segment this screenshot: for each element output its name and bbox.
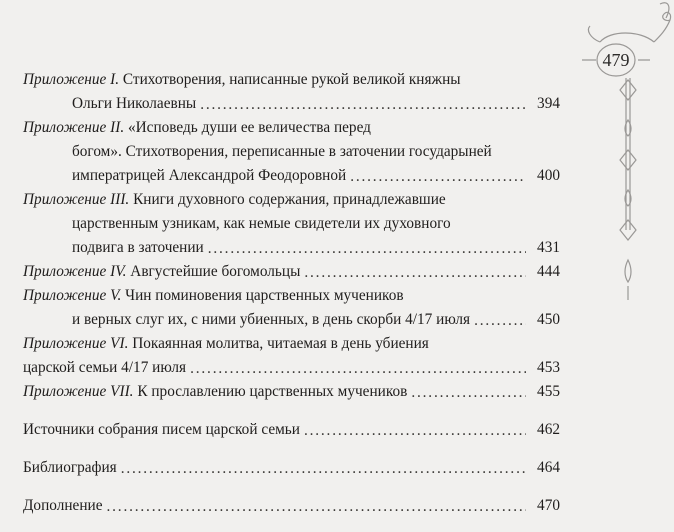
spacer	[23, 442, 560, 456]
toc-line	[23, 332, 560, 356]
entry-title: Августейшие богомольцы	[130, 263, 301, 280]
appendix-label: Приложение I.	[23, 71, 120, 88]
dot-leader	[304, 263, 526, 278]
page-number: 479	[602, 50, 630, 70]
dot-leader	[107, 497, 527, 512]
dot-leader	[121, 459, 526, 474]
toc-entry-addendum[interactable]	[23, 494, 560, 518]
entry-title: Книги духовного содержания, принадлежавшие	[133, 191, 446, 208]
page-ref: 470	[537, 497, 560, 514]
dot-leader	[200, 95, 526, 110]
toc-entry-appendix-6[interactable]	[23, 332, 560, 380]
appendix-label: Приложение VII.	[23, 383, 134, 400]
toc-line	[23, 188, 560, 212]
appendix-label: Приложение IV.	[23, 263, 127, 280]
spacer	[23, 480, 560, 494]
entry-title: К прославлению царственных мучеников	[137, 383, 408, 400]
toc-line	[23, 418, 560, 442]
page-ref: 400	[537, 167, 560, 184]
dot-leader	[411, 383, 526, 398]
toc-entry-bibliography[interactable]	[23, 456, 560, 480]
toc-line	[23, 380, 560, 404]
appendix-label: Приложение V.	[23, 287, 122, 304]
entry-title: царственным узникам, как немые свидетели их духовного	[72, 215, 451, 232]
spacer	[23, 404, 560, 418]
page-ref: 464	[537, 459, 560, 476]
page-ref: 453	[537, 359, 560, 376]
appendix-label: Приложение VI.	[23, 335, 129, 352]
dot-leader	[350, 167, 526, 182]
toc-line	[23, 284, 560, 308]
page-ref: 394	[537, 95, 560, 112]
toc-line	[23, 68, 560, 92]
toc-line	[23, 494, 560, 518]
page-ref: 444	[537, 263, 560, 280]
toc-line	[23, 92, 560, 116]
entry-title: Ольги Николаевны	[72, 95, 197, 112]
dot-leader	[190, 359, 526, 374]
toc-line	[23, 236, 560, 260]
page-ref: 450	[537, 311, 560, 328]
toc-line	[23, 164, 560, 188]
dot-leader	[474, 311, 526, 326]
entry-title: царской семьи 4/17 июля	[23, 359, 187, 376]
toc-line	[23, 140, 560, 164]
toc-entry-appendix-2[interactable]	[23, 116, 560, 188]
entry-title: императрицей Александрой Феодоровной	[72, 167, 347, 184]
toc-entry-appendix-4[interactable]	[23, 260, 560, 284]
toc-entry-appendix-7[interactable]	[23, 380, 560, 404]
dot-leader	[208, 239, 526, 254]
toc-line	[23, 116, 560, 140]
toc-line	[23, 356, 560, 380]
entry-title: «Исповедь души ее величества перед	[127, 119, 371, 136]
entry-title: Стихотворения, написанные рукой великой княжны	[122, 71, 461, 88]
appendix-label: Приложение II.	[23, 119, 125, 136]
toc-line	[23, 212, 560, 236]
entry-title: Источники собрания писем царской семьи	[23, 421, 300, 438]
entry-title: и верных слуг их, с ними убиенных, в день скорби 4/17 июля	[72, 311, 471, 328]
toc-line	[23, 260, 560, 284]
entry-title: Библиография	[23, 459, 117, 476]
entry-title: подвига в заточении	[72, 239, 204, 256]
entry-title: Чин поминовения царственных мучеников	[125, 287, 404, 304]
entry-title: Дополнение	[23, 497, 103, 514]
toc-entry-appendix-1[interactable]	[23, 68, 560, 116]
toc-entry-sources[interactable]	[23, 418, 560, 442]
table-of-contents	[23, 68, 560, 518]
page-ref: 462	[537, 421, 560, 438]
toc-line	[23, 308, 560, 332]
page-ref: 431	[537, 239, 560, 256]
appendix-label: Приложение III.	[23, 191, 130, 208]
toc-line	[23, 456, 560, 480]
dot-leader	[304, 421, 526, 436]
toc-entry-appendix-5[interactable]	[23, 284, 560, 332]
toc-entry-appendix-3[interactable]	[23, 188, 560, 260]
entry-title: богом». Стихотворения, переписанные в заточении государыней	[72, 143, 492, 160]
page-ref: 455	[537, 383, 560, 400]
entry-title: Покаянная молитва, читаемая в день убиения	[132, 335, 429, 352]
